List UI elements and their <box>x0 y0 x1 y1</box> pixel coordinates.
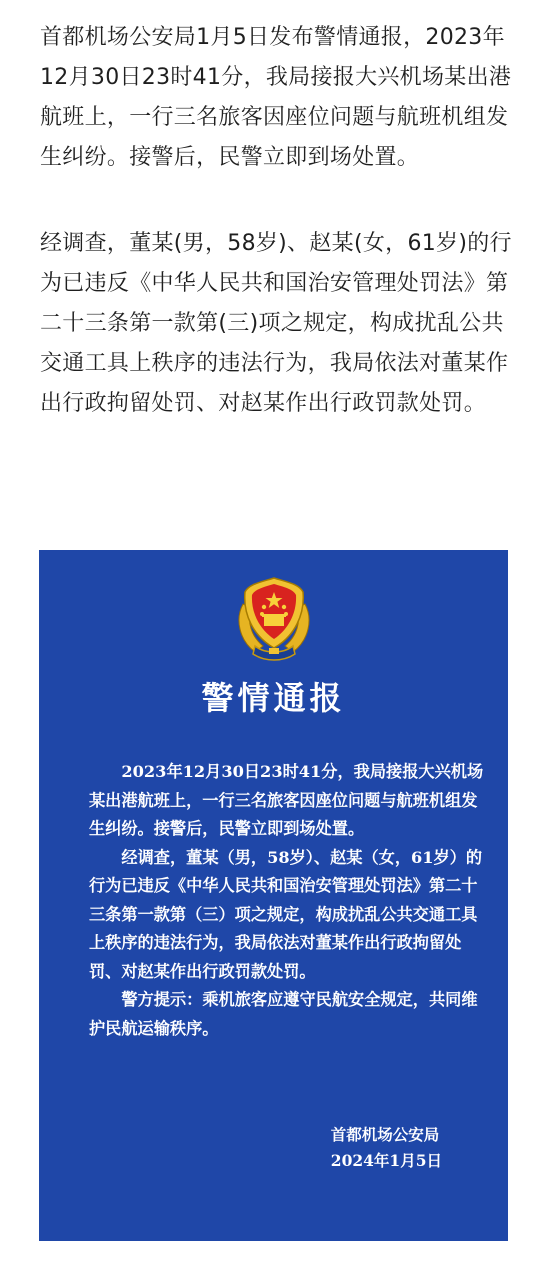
police-notice-image <box>39 550 508 1241</box>
police-badge-icon <box>233 574 315 664</box>
notice-signature <box>331 1122 442 1174</box>
article-paragraph-1: 首都机场公安局1月5日发布警情通报，2023年12月30日23时41分，我局接报大兴机场某出港航班上，一行三名旅客因座位问题与航班机组发生纠纷。接警后，民警立即到场处置。 <box>40 25 512 170</box>
notice-paragraph-3: 警方提示：乘机旅客应遵守民航安全规定，共同维护民航运输秩序。 <box>89 990 478 1038</box>
article-text <box>40 18 515 424</box>
signature-date: 2024年1月5日 <box>330 1151 442 1170</box>
notice-body <box>89 758 485 1043</box>
notice-title: 警情通报 <box>201 679 346 717</box>
notice-paragraph-2: 经调查，董某（男，58岁）、赵某（女，61岁）的行为已违反《中华人民共和国治安管理处罚法》第二十三条第一款第（三）项之规定，构成扰乱公共交通工具上秩序的违法行为，我局依法对董某作出行政拘留处罚、对赵某作出行政罚款处罚。 <box>89 847 483 981</box>
signature-org: 首都机场公安局 <box>330 1125 440 1144</box>
notice-paragraph-1: 2023年12月30日23时41分，我局接报大兴机场某出港航班上，一行三名旅客因座位问题与航班机组发生纠纷。接警后，民警立即到场处置。 <box>89 762 484 838</box>
article-paragraph-2: 经调查，董某(男，58岁)、赵某(女，61岁)的行为已违反《中华人民共和国治安管理处罚法》第二十三条第一款第(三)项之规定，构成扰乱公共交通工具上秩序的违法行为，我局依法对董某作出行政拘留处罚、对赵某作出行政罚款处罚。 <box>40 231 512 416</box>
